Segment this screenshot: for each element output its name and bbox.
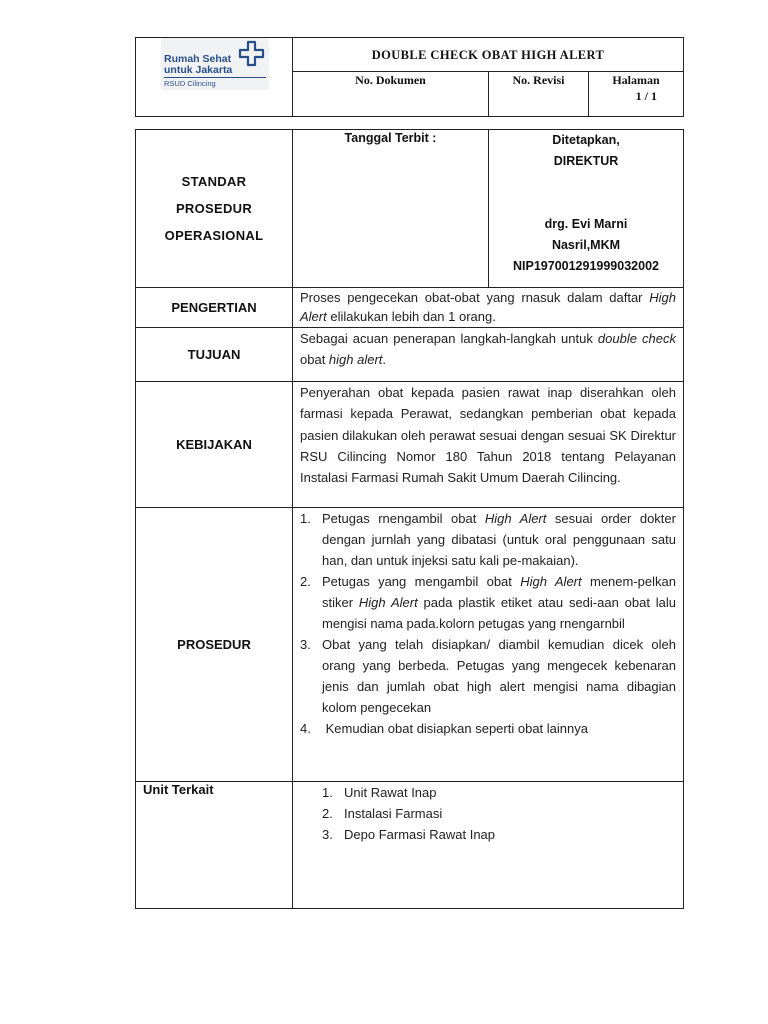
document-title: DOUBLE CHECK OBAT HIGH ALERT — [293, 38, 683, 72]
logo-line1: Rumah Sehat — [164, 53, 232, 65]
unit-terkait-content — [293, 782, 683, 908]
direktur-label: DIREKTUR — [553, 154, 619, 168]
unit-terkait-list — [300, 782, 676, 845]
director-nip: NIP197001291999032002 — [513, 259, 659, 273]
kebijakan-label: KEBIJAKAN — [136, 382, 293, 507]
sop-line3: OPERASIONAL — [164, 228, 264, 243]
unit-terkait-item: 3. Depo Farmasi Rawat Inap — [322, 827, 496, 842]
halaman-cell — [589, 72, 683, 116]
pengertian-text: Proses pengecekan obat-obat yang rnasuk dalam daftar High Alert elilakukan lebih dan 1 orang. — [300, 290, 676, 324]
halaman-label: Halaman — [612, 73, 660, 87]
logo-divider — [164, 77, 266, 78]
no-dokumen-label: No. Dokumen — [293, 72, 489, 116]
sop-line2: PROSEDUR — [175, 201, 253, 216]
prosedur-item: 3. Obat yang telah disiapkan/ diambil kemudian dicek oleh orang yang berbeda. Petugas yang mengecek kebenaran jenis dan jumlah obat high alert mengisi nama dibagian kolom pengecekan — [300, 637, 676, 715]
logo-subtitle: RSUD Cilincing — [164, 79, 216, 88]
halaman-value: 1 / 1 — [635, 89, 657, 103]
prosedur-item: 1. Petugas rnengambil obat High Alert sesuai order dokter dengan jurnlah yang dibatasi (untuk oral penggunaan satu han, dan untuk injeksi satu kali pe-makaian). — [300, 511, 676, 568]
logo-cell — [136, 38, 293, 116]
prosedur-item: 2. Petugas yang mengambil obat High Alert menem-pelkan stiker High Alert pada plastik etiket atau sedi-aan obat lalu mengisi nama pada.kolorn petugas yang rnengarnbil — [300, 574, 676, 631]
unit-terkait-row — [136, 782, 683, 908]
sop-label — [136, 130, 293, 287]
pengertian-label: PENGERTIAN — [136, 288, 293, 327]
unit-terkait-item: 2. Instalasi Farmasi — [322, 806, 443, 821]
tujuan-text: Sebagai acuan penerapan langkah-langkah untuk double check obat high alert. — [300, 331, 676, 367]
prosedur-list — [300, 508, 676, 739]
prosedur-label: PROSEDUR — [136, 508, 293, 781]
document-header — [135, 37, 684, 117]
logo-line2: untuk Jakarta — [164, 64, 233, 76]
tujuan-label: TUJUAN — [136, 328, 293, 381]
hospital-logo — [161, 38, 269, 90]
sop-row — [136, 130, 683, 288]
health-cross-icon — [237, 40, 267, 68]
prosedur-content — [293, 508, 683, 781]
prosedur-row — [136, 508, 683, 782]
director-name-line1: drg. Evi Marni — [544, 217, 628, 231]
prosedur-item: 4. Kemudian obat disiapkan seperti obat lainnya — [300, 721, 588, 736]
kebijakan-row — [136, 382, 683, 508]
sop-line1: STANDAR — [181, 174, 247, 189]
pengertian-row — [136, 288, 683, 328]
tanggal-terbit-label: Tanggal Terbit : — [293, 130, 489, 287]
no-revisi-label: No. Revisi — [489, 72, 589, 116]
tujuan-row — [136, 328, 683, 382]
kebijakan-text: Penyerahan obat kepada pasien rawat inap diserahkan oleh farmasi kepada Perawat, sedangkan pemberian obat kepada pasien dilakukan oleh perawat sesuai dengan sesuai SK Direktur RSU Cilincing Nomor 180 Tahun 2018 tentang Pelayanan Instalasi Farmasi Rumah Sakit Umum Daerah Cilincing. — [300, 385, 676, 486]
sop-table — [135, 129, 684, 909]
ditetapkan-label: Ditetapkan, — [552, 133, 620, 147]
director-name-line2: Nasril,MKM — [551, 238, 621, 252]
ditetapkan-block — [489, 130, 683, 287]
unit-terkait-item: 1. Unit Rawat Inap — [322, 785, 437, 800]
unit-terkait-label: Unit Terkait — [136, 782, 293, 908]
